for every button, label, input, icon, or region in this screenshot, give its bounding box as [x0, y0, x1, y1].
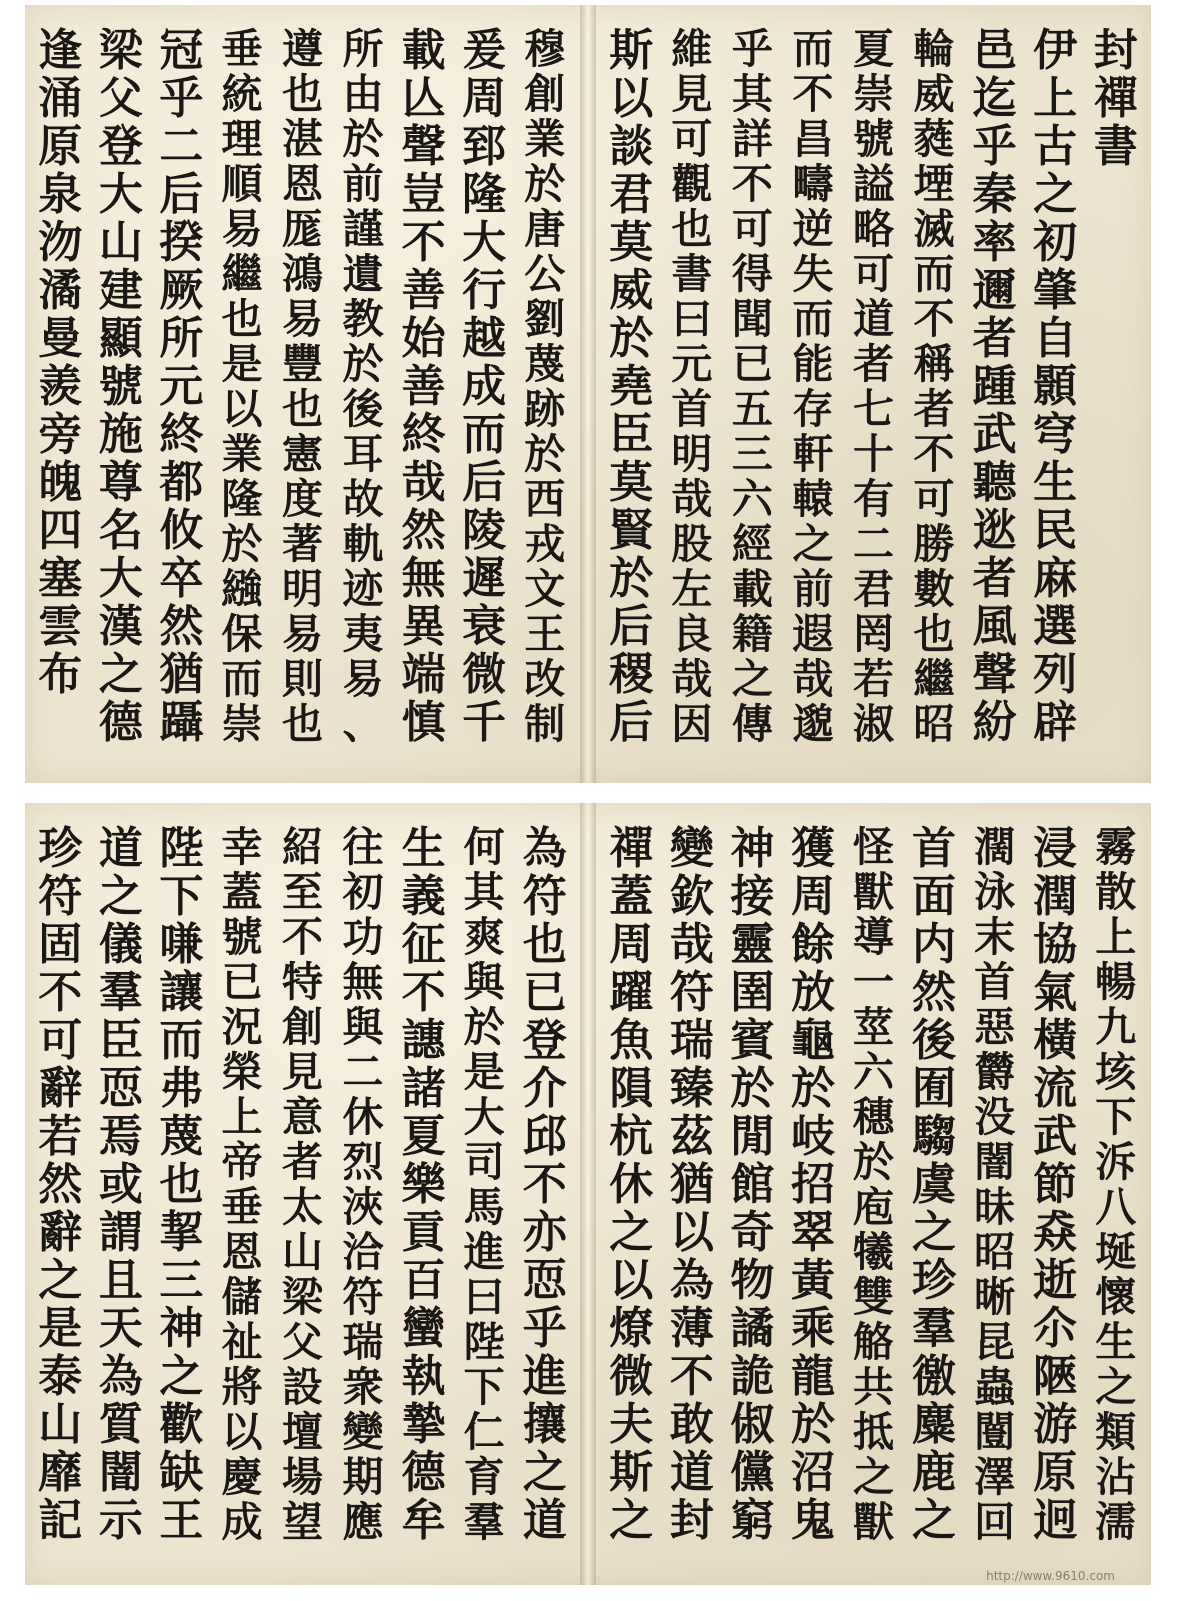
text-column: 輪 威 蕤 堙 滅 而 不 稱 者 不 可 勝 數 也 繼 昭	[913, 25, 955, 748]
text-column: 禪 蓋 周 躍 魚 隕 杭 休 之 以 燎 微 夫 斯 之	[609, 823, 654, 1546]
page-bottom-left	[25, 803, 580, 1585]
text-column: 斯 以 談 君 莫 威 於 堯 臣 莫 賢 於 后 稷 后	[609, 25, 654, 748]
text-column: 乎 其 詳 不 可 得 聞 已 五 三 六 經 載 籍 之 傳	[731, 25, 773, 748]
text-column: 夏 崇 號 謚 略 可 道 者 七 十 有 二 君 罔 若 淑	[853, 25, 894, 748]
text-column: 穆 創 業 於 唐 公 劉 蔑 跡 於 西 戎 文 王 改 制	[524, 25, 566, 748]
text-column: 冠 乎 二 后 揆 厥 所 元 終 都 攸 卒 然 猶 躡	[159, 25, 204, 748]
text-column: 紹 至 不 特 創 見 意 者 太 山 梁 父 設 壇 場 望	[282, 823, 323, 1546]
text-column: 梁 父 登 大 山 建 顯 號 施 尊 名 大 漢 之 德	[98, 25, 143, 748]
text-column: 生 義 征 不 譓 諸 夏 樂 貢 百 蠻 執 摯 德 牟	[401, 823, 446, 1546]
text-column: 霧 散 上 暢 九 垓 下 泝 八 埏 懷 生 之 類 沾 濡	[1095, 823, 1137, 1546]
text-column: 爰 周 郅 隆 大 行 越 成 而 后 陵 遲 衰 微 千	[462, 25, 507, 748]
text-column: 封 禪 書	[1093, 25, 1138, 172]
text-column: 載 亾 聲 豈 不 善 始 善 終 哉 然 無 異 端 慎	[401, 25, 446, 748]
text-column: 道 之 儀 羣 臣 恧 焉 或 謂 且 天 為 質 闇 示	[98, 823, 143, 1546]
page-bottom-right	[596, 803, 1151, 1585]
text-column: 邑 迄 乎 秦 率 邇 者 踵 武 聽 逖 者 風 聲 紛	[972, 25, 1017, 748]
text-column: 何 其 爽 與 於 是 大 司 馬 進 曰 陛 下 仁 育 羣	[463, 823, 505, 1546]
text-column: 變 欽 哉 符 瑞 臻 茲 猶 以 為 薄 不 敢 道 封	[669, 823, 714, 1546]
text-column: 而 不 昌 疇 逆 失 而 能 存 軒 轅 之 前 遐 哉 邈	[792, 25, 834, 748]
text-column: 浸 潤 協 氣 橫 流 武 節 猋 逝 尒 陿 游 原 迥	[1033, 823, 1078, 1546]
text-column: 怪 獸 導 一 莖 六 穗 於 庖 犧 雙 觡 共 抵 之 獸	[853, 823, 894, 1546]
text-column: 維 見 可 觀 也 書 曰 元 首 明 哉 股 左 良 哉 因	[671, 25, 713, 748]
text-column: 神 接 靈 圉 賓 於 閒 館 奇 物 譎 詭 俶 儻 窮	[730, 823, 775, 1546]
watermark-url: http://www.9610.com	[986, 1569, 1115, 1583]
calligraphy-panel-top	[25, 5, 1151, 783]
page-top-right	[596, 5, 1151, 783]
page-gutter	[580, 803, 596, 1585]
text-column: 遵 也 湛 恩 厖 鴻 易 豐 也 憲 度 著 明 易 則 也	[282, 25, 323, 748]
text-column: 垂 統 理 順 易 繼 也 是 以 業 隆 於 繈 保 而 崇	[221, 25, 263, 748]
text-column: 陛 下 嗛 讓 而 弗 蔑 也 挈 三 神 之 歡 缺 王	[159, 823, 204, 1546]
text-column: 珍 符 固 不 可 辭 若 然 辭 之 是 泰 山 靡 記	[38, 823, 83, 1546]
page-gutter	[580, 5, 596, 783]
text-column: 幸 蓋 號 已 況 榮 上 帝 垂 恩 儲 祉 將 以 慶 成	[221, 823, 263, 1546]
text-column: 逢 涌 原 泉 沕 潏 曼 羨 旁 魄 四 塞 雲 布	[38, 25, 83, 700]
text-column: 濶 泳 末 首 惡 欝 没 闇 昧 昭 晰 昆 蟲 闓 澤 回	[974, 823, 1016, 1546]
text-column: 伊 上 古 之 初 肇 自 顥 穹 生 民 麻 選 列 辟	[1033, 25, 1078, 748]
text-column: 往 初 功 無 與 二 休 烈 浹 洽 符 瑞 衆 變 期 應	[342, 823, 384, 1546]
text-column: 為 符 也 已 登 介 邱 不 亦 恧 乎 進 攘 之 道	[522, 823, 567, 1546]
text-column: 首 面 内 然 後 囿 騶 虞 之 珍 羣 徼 麋 鹿 之	[912, 823, 957, 1546]
text-column: 所 由 於 前 謹 遺 教 於 後 耳 故 軌 迹 夷 易 、	[342, 25, 384, 748]
page-top-left	[25, 5, 580, 783]
text-column: 獲 周 餘 放 龜 於 岐 招 翠 黃 乘 龍 於 沼 鬼	[790, 823, 835, 1546]
calligraphy-panel-bottom	[25, 803, 1151, 1585]
